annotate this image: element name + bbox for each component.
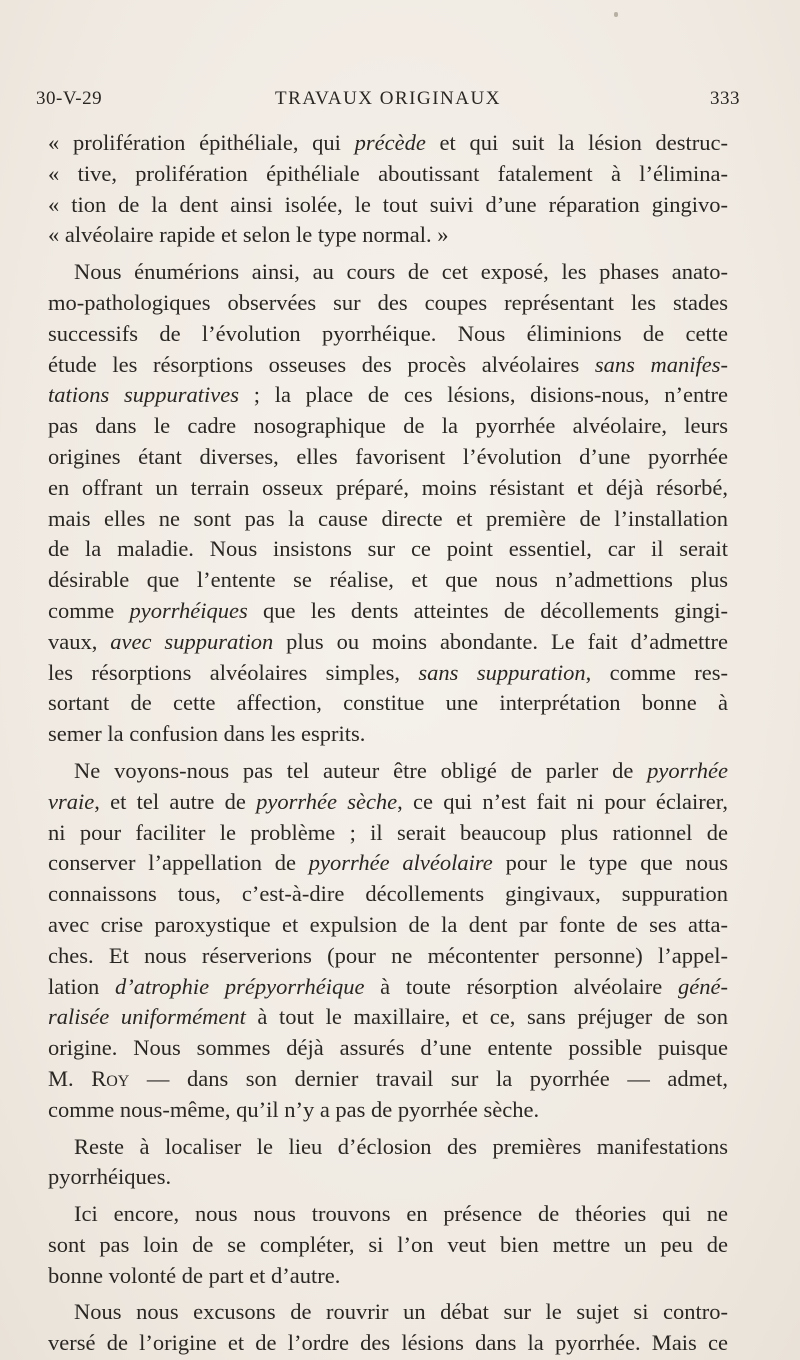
text-line: désirable que l’entente se réalise, et que nous n’admettions plus [48,567,728,593]
header-title: TRAVAUX ORIGINAUX [275,88,501,109]
text-line: conserver l’appellation de pyorrhée alvéolaire pour le type que nous [48,850,728,876]
text-line: comme nous-même, qu’il n’y a pas de pyorrhée sèche. [48,1096,540,1122]
text-line: pas dans le cadre nosographique de la pyorrhée alvéolaire, leurs [48,413,728,439]
text-line: M. Roy — dans son dernier travail sur la pyorrhée — admet, [48,1065,728,1091]
text-line: Nous énumérions ainsi, au cours de cet exposé, les phases anato- [74,259,728,285]
text-line: successifs de l’évolution pyorrhéique. Nous éliminions de cette [48,320,728,346]
text-line: connaissons tous, c’est-à-dire décollements gingivaux, suppuration [48,881,728,907]
text-line: comme pyorrhéiques que les dents atteintes de décollements gingi- [48,597,728,623]
text-line: versé de l’origine et de l’ordre des lésions dans la pyorrhée. Mais ce [48,1330,728,1356]
text-line: ni pour faciliter le problème ; il serait beaucoup plus rationnel de [48,819,728,845]
text-line: avec crise paroxystique et expulsion de la dent par fonte de ses atta- [48,911,728,937]
header-date: 30-V-29 [36,88,103,109]
text-line: tations suppuratives ; la place de ces lésions, disions-nous, n’entre [48,382,728,408]
text-line: « prolifération épithéliale, qui précède et qui suit la lésion destruc- [48,130,728,155]
text-line: origines étant diverses, elles favorisent l’évolution d’une pyorrhée [48,443,728,469]
text-line: Ne voyons-nous pas tel auteur être obligé de parler de pyorrhée [74,757,728,783]
text-line: mo-pathologiques observées sur des coupes représentant les stades [48,289,728,315]
paper-speck [614,12,618,17]
text-line: semer la confusion dans les esprits. [48,721,366,747]
text-line: Reste à localiser le lieu d’éclosion des premières manifestations [74,1133,728,1159]
text-line: pyorrhéiques. [48,1164,172,1190]
text-line: ralisée uniformément à tout le maxillaire, et ce, sans préjuger de son [48,1004,728,1030]
text-line: Nous nous excusons de rouvrir un débat sur le sujet si contro- [74,1299,728,1325]
text-line: étude les résorptions osseuses des procès alvéolaires sans manifes- [48,351,728,377]
running-header [36,88,740,118]
text-line: bonne volonté de part et d’autre. [48,1262,341,1288]
text-line: Ici encore, nous nous trouvons en présence de théories qui ne [74,1201,728,1227]
text-line: en offrant un terrain osseux préparé, moins résistant et déjà résorbé, [48,474,728,500]
text-line: ches. Et nous réserverions (pour ne mécontenter personne) l’appel- [48,942,728,968]
body-text [48,128,728,1359]
text-line: vaux, avec suppuration plus ou moins abondante. Le fait d’admettre [48,628,728,654]
page-number: 333 [710,88,740,109]
text-line: sortant de cette affection, constitue une interprétation bonne à [48,690,728,716]
text-line: sont pas loin de se compléter, si l’on veut bien mettre un peu de [48,1231,728,1257]
text-line: « alvéolaire rapide et selon le type normal. » [48,222,449,248]
text-line: de la maladie. Nous insistons sur ce point essentiel, car il serait [48,536,728,562]
text-line: « tive, prolifération épithéliale aboutissant fatalement à l’élimina- [48,160,728,186]
text-line: les résorptions alvéolaires simples, sans suppuration, comme res- [48,659,728,685]
text-line: origine. Nous sommes déjà assurés d’une entente possible puisque [48,1035,728,1061]
text-line: mais elles ne sont pas la cause directe et première de l’installation [48,505,728,531]
text-line: « tion de la dent ainsi isolée, le tout suivi d’une réparation gingivo- [48,191,728,217]
text-line: lation d’atrophie prépyorrhéique à toute résorption alvéolaire géné- [48,973,728,999]
text-line: vraie, et tel autre de pyorrhée sèche, ce qui n’est fait ni pour éclairer, [48,788,728,814]
